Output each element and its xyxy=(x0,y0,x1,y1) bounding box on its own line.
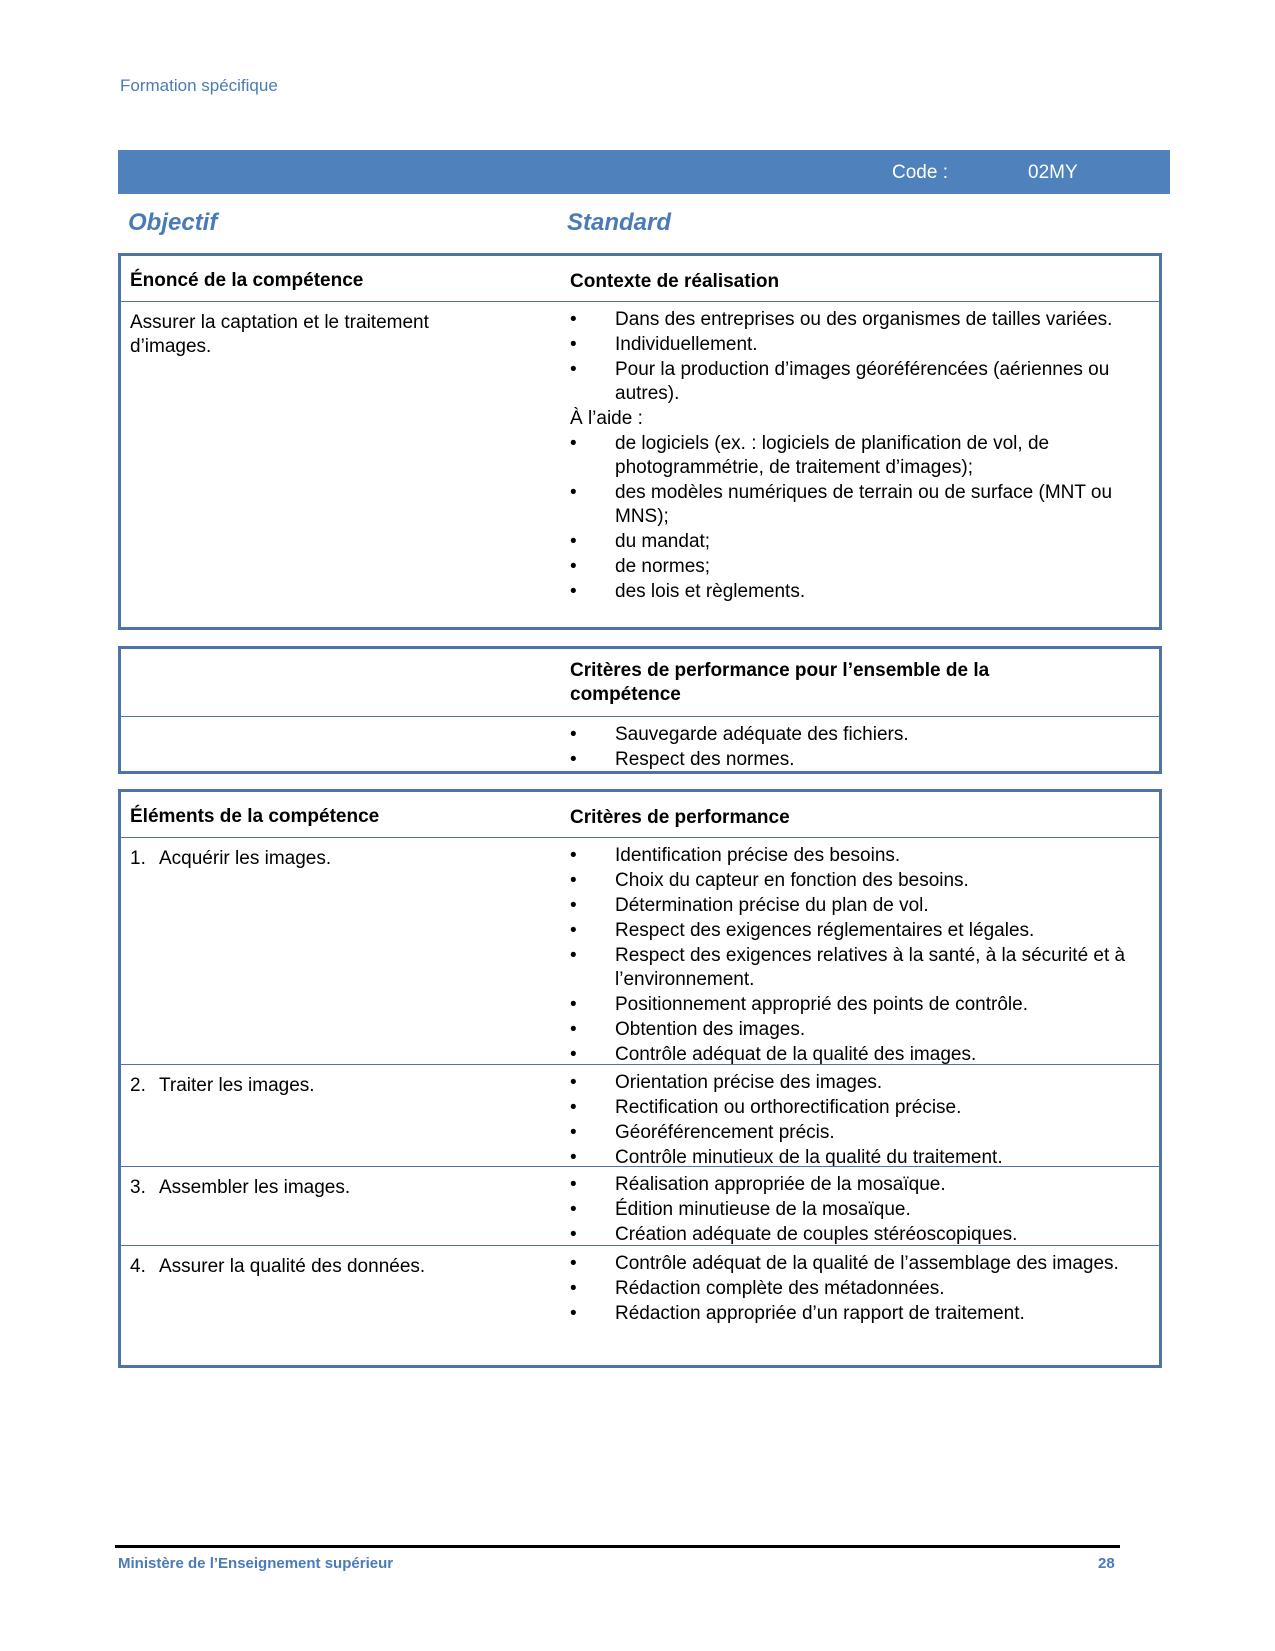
page-header-title: Formation spécifique xyxy=(120,76,278,95)
contexte-heading: Contexte de réalisation xyxy=(570,271,780,292)
bullet-text: Pour la production d’images géoréférencées (aériennes ou autres). xyxy=(615,359,1110,404)
element-label xyxy=(130,1176,550,1200)
bullet-text: Positionnement approprié des points de contrôle. xyxy=(615,994,1028,1015)
bullet-text: Contrôle adéquat de la qualité des images. xyxy=(615,1044,977,1065)
bullet-icon: • xyxy=(570,1278,577,1299)
bullet-item xyxy=(570,1252,1155,1276)
bullet-text: des lois et règlements. xyxy=(615,581,806,602)
aide-label: À l’aide : xyxy=(570,408,643,429)
bullet-item xyxy=(570,1198,1155,1222)
code-label: Code : xyxy=(892,162,948,183)
bullet-item xyxy=(570,432,1155,480)
bullet-item xyxy=(570,1071,1155,1095)
element-text: Acquérir les images. xyxy=(159,848,332,869)
bullet-item xyxy=(570,308,1155,332)
element-label xyxy=(130,1074,550,1098)
bullet-icon: • xyxy=(570,334,577,355)
element-row xyxy=(121,1064,1159,1166)
bullet-item xyxy=(570,1277,1155,1301)
bullet-icon: • xyxy=(570,845,577,866)
code-value: 02MY xyxy=(1028,162,1078,183)
bullet-icon: • xyxy=(570,531,577,552)
elements-table xyxy=(118,789,1162,1368)
elements-table-header xyxy=(121,792,1159,838)
element-criteria-list xyxy=(570,1173,1155,1248)
bullet-item xyxy=(570,1223,1155,1247)
bullet-icon: • xyxy=(570,994,577,1015)
bullet-icon: • xyxy=(570,895,577,916)
bullet-text: Respect des exigences relatives à la santé, à la sécurité et à l’environnement. xyxy=(615,945,1126,990)
bullet-icon: • xyxy=(570,359,577,380)
bullet-icon: • xyxy=(570,1253,577,1274)
bullet-item xyxy=(570,1173,1155,1197)
bullet-text: Choix du capteur en fonction des besoins. xyxy=(615,870,969,891)
bullet-icon: • xyxy=(570,1303,577,1324)
element-criteria-list xyxy=(570,1252,1155,1327)
element-row xyxy=(121,1245,1159,1349)
bullet-text: Obtention des images. xyxy=(615,1019,806,1040)
criteres-ensemble-header xyxy=(121,649,1159,717)
element-text: Traiter les images. xyxy=(159,1075,315,1096)
bullet-item xyxy=(570,481,1155,529)
bullet-item xyxy=(570,919,1155,943)
bullet-text: Sauvegarde adéquate des fichiers. xyxy=(615,724,909,745)
element-number: 4. xyxy=(130,1256,146,1277)
bullet-icon: • xyxy=(570,1147,577,1168)
footer-rule xyxy=(115,1545,1120,1548)
bullet-icon: • xyxy=(570,1072,577,1093)
enonce-heading: Énoncé de la compétence xyxy=(130,270,364,291)
bullet-text: Édition minutieuse de la mosaïque. xyxy=(615,1199,911,1220)
bullet-icon: • xyxy=(570,724,577,745)
element-criteria-list xyxy=(570,1071,1155,1171)
bullet-text: Contrôle minutieux de la qualité du traitement. xyxy=(615,1147,1003,1168)
bullet-text: Rédaction complète des métadonnées. xyxy=(615,1278,945,1299)
bullet-icon: • xyxy=(570,920,577,941)
bullet-text: Individuellement. xyxy=(615,334,758,355)
criteres-heading: Critères de performance xyxy=(570,807,790,828)
bullet-item xyxy=(570,1018,1155,1042)
bullet-item xyxy=(570,944,1155,992)
element-label xyxy=(130,1255,550,1279)
elements-heading: Éléments de la compétence xyxy=(130,806,380,827)
footer-page-number: 28 xyxy=(1098,1555,1115,1572)
bullet-item xyxy=(570,1096,1155,1120)
bullet-text: Création adéquate de couples stéréoscopiques. xyxy=(615,1224,1018,1245)
bullet-text: Contrôle adéquat de la qualité de l’assemblage des images. xyxy=(615,1253,1119,1274)
bullet-text: Orientation précise des images. xyxy=(615,1072,883,1093)
bullet-text: Détermination précise du plan de vol. xyxy=(615,895,929,916)
criteres-ensemble-heading: Critères de performance pour l’ensemble de la compétence xyxy=(570,660,990,705)
bullet-icon: • xyxy=(570,1122,577,1143)
bullet-icon: • xyxy=(570,433,577,454)
criteres-ensemble-table xyxy=(118,646,1162,774)
bullet-item xyxy=(570,748,1155,772)
code-bar xyxy=(118,150,1170,194)
objectif-heading: Objectif xyxy=(128,209,218,236)
bullet-icon: • xyxy=(570,749,577,770)
bullet-text: Rédaction appropriée d’un rapport de traitement. xyxy=(615,1303,1025,1324)
element-row xyxy=(121,1166,1159,1245)
bullet-icon: • xyxy=(570,870,577,891)
competence-statement: Assurer la captation et le traitement d’images. xyxy=(130,312,429,357)
footer-ministry: Ministère de l’Enseignement supérieur xyxy=(118,1555,394,1572)
bullet-item xyxy=(570,1302,1155,1326)
element-criteria-list xyxy=(570,844,1155,1068)
element-text: Assembler les images. xyxy=(159,1177,351,1198)
bullet-text: Dans des entreprises ou des organismes de tailles variées. xyxy=(615,309,1113,330)
bullet-item xyxy=(570,993,1155,1017)
bullet-icon: • xyxy=(570,1174,577,1195)
bullet-icon: • xyxy=(570,309,577,330)
bullet-icon: • xyxy=(570,1199,577,1220)
bullet-item xyxy=(570,1121,1155,1145)
bullet-item xyxy=(570,555,1155,579)
standard-heading: Standard xyxy=(567,209,672,236)
element-label xyxy=(130,847,550,871)
bullet-icon: • xyxy=(570,1019,577,1040)
bullet-text: Réalisation appropriée de la mosaïque. xyxy=(615,1174,946,1195)
element-number: 3. xyxy=(130,1177,146,1198)
bullet-item xyxy=(570,333,1155,357)
bullet-text: Géoréférencement précis. xyxy=(615,1122,835,1143)
bullet-item xyxy=(570,580,1155,604)
bullet-text: de logiciels (ex. : logiciels de planification de vol, de photogrammétrie, de traitement d’images); xyxy=(615,433,1050,478)
element-text: Assurer la qualité des données. xyxy=(159,1256,426,1277)
bullet-item xyxy=(570,894,1155,918)
element-number: 2. xyxy=(130,1075,146,1096)
bullet-icon: • xyxy=(570,556,577,577)
enonce-table-header xyxy=(121,256,1159,302)
bullet-item xyxy=(570,844,1155,868)
bullet-text: du mandat; xyxy=(615,531,711,552)
bullet-icon: • xyxy=(570,1224,577,1245)
bullet-icon: • xyxy=(570,945,577,966)
criteres-ensemble-list xyxy=(570,723,1155,773)
bullet-icon: • xyxy=(570,1044,577,1065)
bullet-item xyxy=(570,358,1155,406)
bullet-icon: • xyxy=(570,482,577,503)
bullet-text: des modèles numériques de terrain ou de surface (MNT ou MNS); xyxy=(615,482,1113,527)
bullet-text: Respect des exigences réglementaires et légales. xyxy=(615,920,1035,941)
bullet-item xyxy=(570,869,1155,893)
bullet-icon: • xyxy=(570,1097,577,1118)
bullet-item xyxy=(570,723,1155,747)
contexte-list xyxy=(570,308,1155,605)
bullet-text: Rectification ou orthorectification précise. xyxy=(615,1097,962,1118)
enonce-table xyxy=(118,253,1162,630)
element-number: 1. xyxy=(130,848,146,869)
bullet-text: Identification précise des besoins. xyxy=(615,845,901,866)
bullet-item xyxy=(570,530,1155,554)
bullet-text: de normes; xyxy=(615,556,711,577)
element-row xyxy=(121,838,1159,1064)
bullet-text: Respect des normes. xyxy=(615,749,795,770)
bullet-icon: • xyxy=(570,581,577,602)
